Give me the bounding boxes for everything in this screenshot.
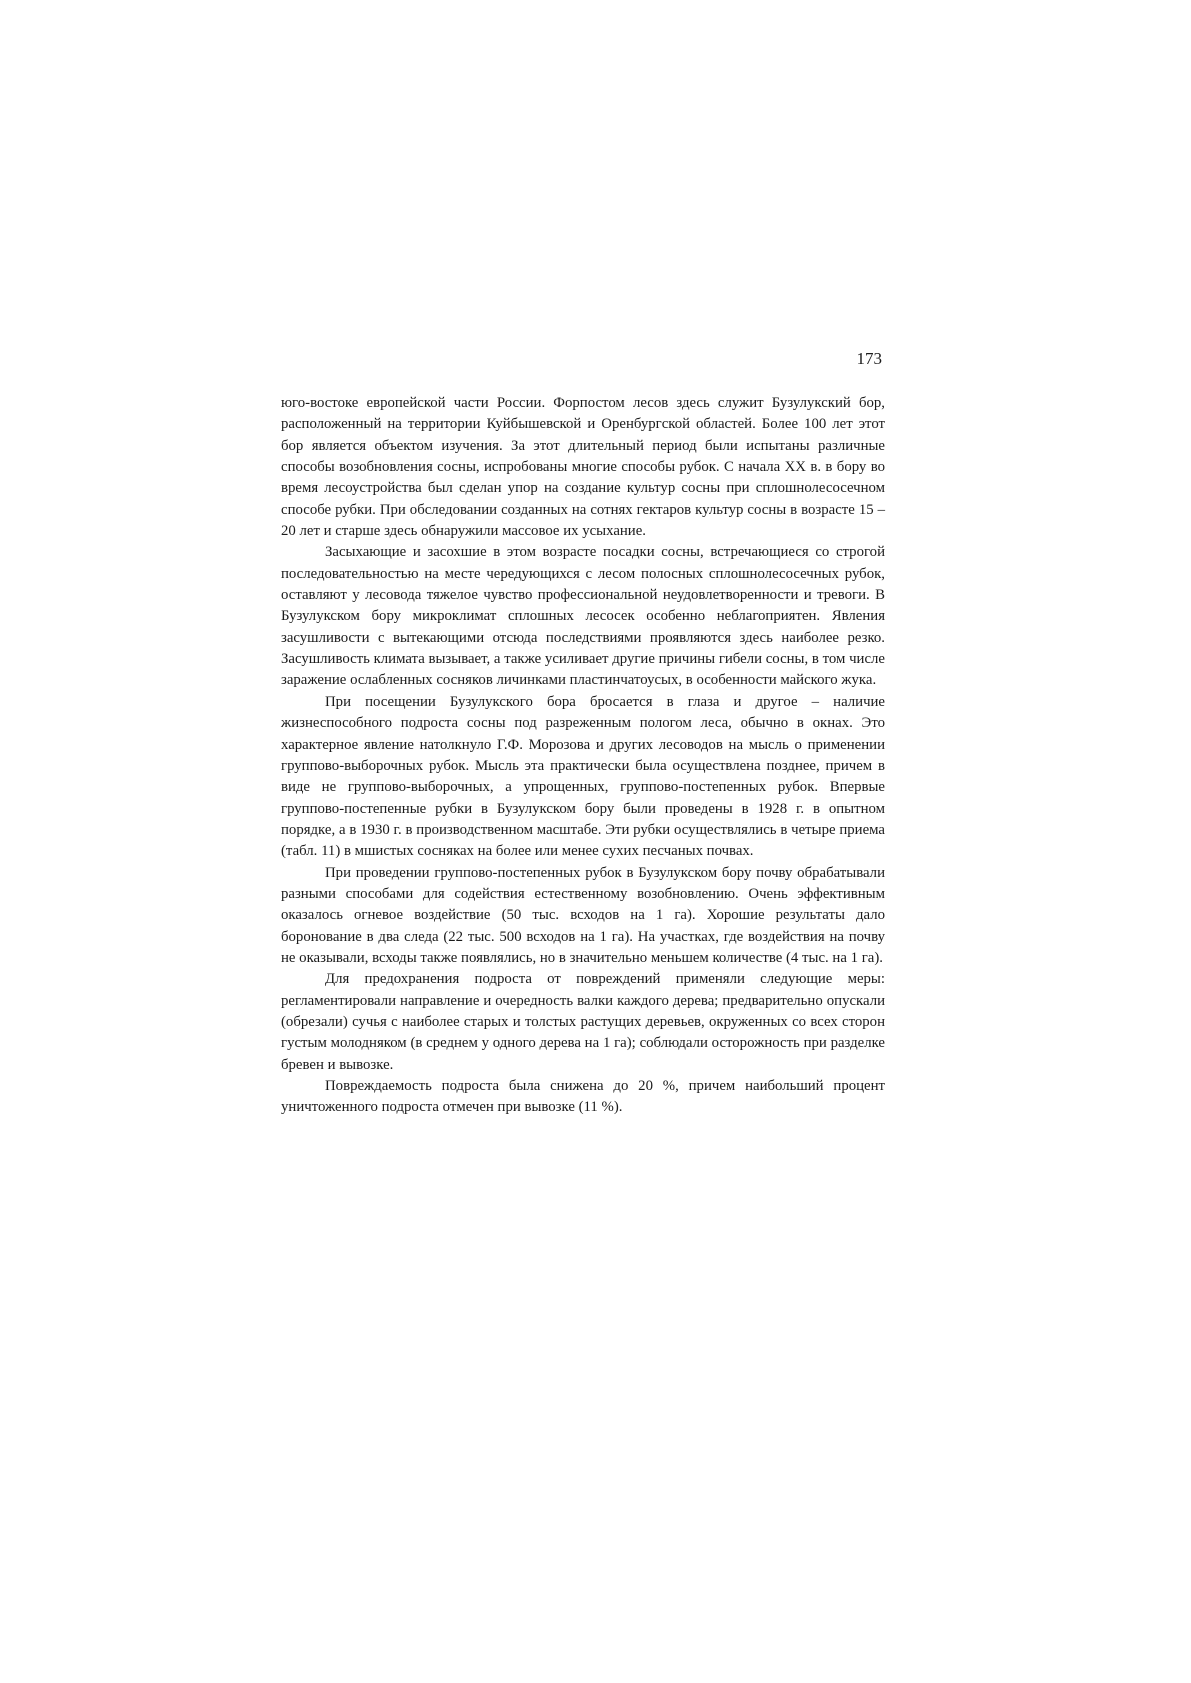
paragraph: Для предохранения подроста от повреждений применяли следующие меры: регламентировали направление и очередность валки каждого дерева; предварительно опускали (обрезали) сучья с наиболее старых и толстых растущих деревьев, окруженных со всех сторон густым молодняком (в среднем у одного дерева на 1 га); соблюдали осторожность при разделке бревен и вывозке.	[281, 971, 885, 1073]
paragraph: Засыхающие и засохшие в этом возрасте посадки сосны, встречающиеся со строгой последовательностью на месте чередующихся с лесом полосных сплошнолесосечных рубок, оставляют у лесовода тяжелое чувство профессиональной неудовлетворенности и тревоги. В Бузулукском бору микроклимат сплошных лесосек особенно неблагоприятен. Явления засушливости с вытекающими отсюда последствиями проявляются здесь наиболее резко. Засушливость климата вызывает, а также усиливает другие причины гибели сосны, в том числе заражение ослабленных сосняков личинками пластинчатоусых, в особенности майского жука.	[281, 544, 885, 689]
paragraph: При проведении группово-постепенных рубок в Бузулукском бору почву обрабатывали разными способами для содействия естественному возобновлению. Очень эффективным оказалось огневое воздействие (50 тыс. всходов на 1 га). Хорошие результаты дало боронование в два следа (22 тыс. 500 всходов на 1 га). На участках, где воздействия на почву не оказывали, всходы также появлялись, но в значительно меньшем количестве (4 тыс. на 1 га).	[281, 864, 885, 966]
page-number: 173	[856, 349, 882, 368]
paragraph: Повреждаемость подроста была снижена до 20 %, причем наибольший процент уничтоженного подроста отмечен при вывозке (11 %).	[281, 1078, 885, 1116]
paragraph: юго-востоке европейской части России. Форпостом лесов здесь служит Бузулукский бор, расположенный на территории Куйбышевской и Оренбургской областей. Более 100 лет этот бор является объектом изучения. За этот длительный период были испытаны различные способы возобновления сосны, испробованы многие способы рубок. С начала XX в. в бору во время лесоустройства был сделан упор на создание культур сосны при сплошнолесосечном способе рубки. При обследовании созданных на сотнях гектаров культур сосны в возрасте 15 – 20 лет и старше здесь обнаружили массовое их усыхание.	[281, 395, 885, 540]
body-text	[281, 393, 885, 1119]
paragraph: При посещении Бузулукского бора бросается в глаза и другое – наличие жизнеспособного подроста сосны под разреженным пологом леса, обычно в окнах. Это характерное явление натолкнуло Г.Ф. Морозова и других лесоводов на мысль о применении группово-выборочных рубок. Мысль эта практически была осуществлена позднее, причем в виде не группово-выборочных, а упрощенных, группово-постепенных рубок. Впервые группово-постепенные рубки в Бузулукском бору были проведены в 1928 г. в опытном порядке, а в 1930 г. в производственном масштабе. Эти рубки осуществлялись в четыре приема (табл. 11) в мшистых сосняках на более или менее сухих песчаных почвах.	[281, 693, 885, 860]
